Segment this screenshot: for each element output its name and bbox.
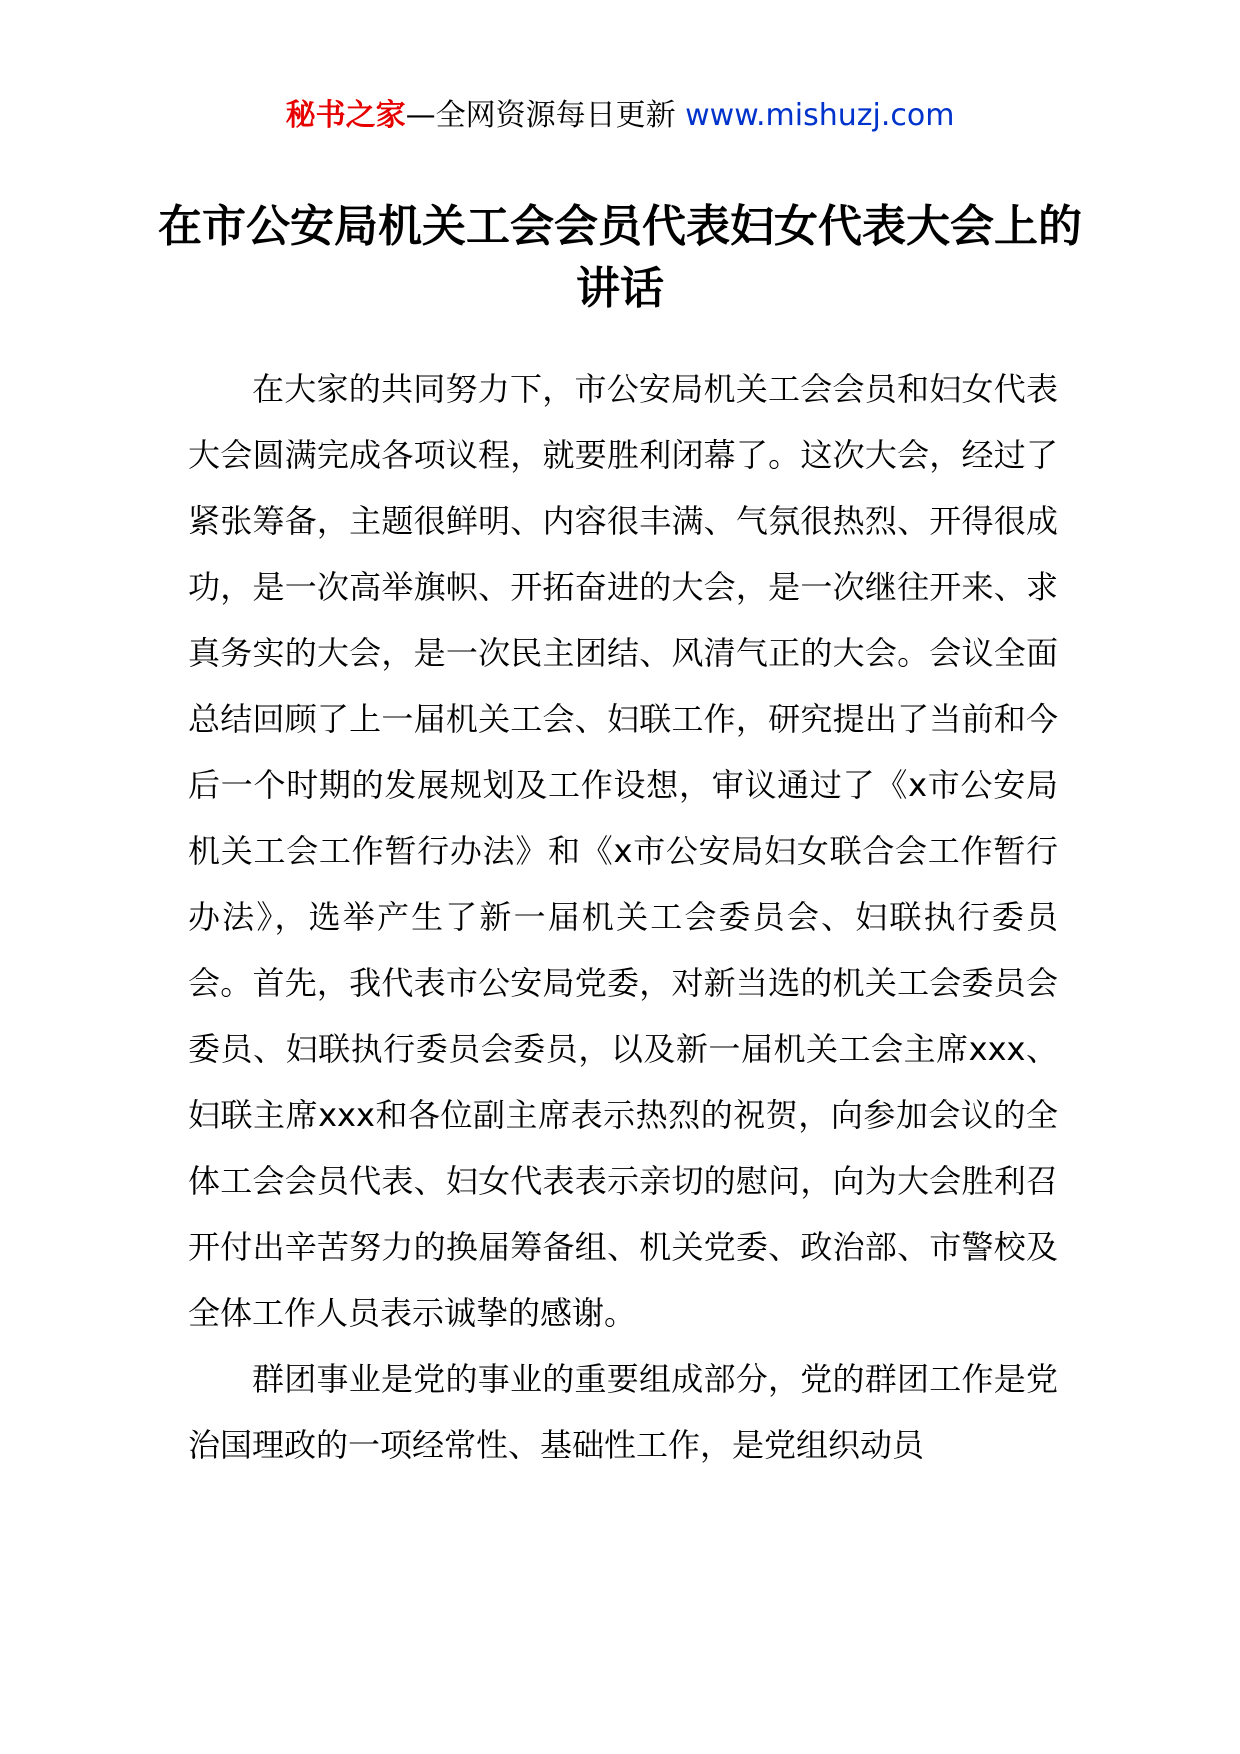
brand-name: 秘书之家 bbox=[285, 98, 406, 133]
header-slogan: —全网资源每日更新 bbox=[405, 98, 686, 133]
paragraph-1: 在大家的共同努力下，市公安局机关工会会员和妇女代表大会圆满完成各项议程，就要胜利闭幕了。这次大会，经过了紧张筹备，主题很鲜明、内容很丰满、气氛很热烈、开得很成功，是一次高举旗帜、开拓奋进的大会，是一次继往开来、求真务实的大会，是一次民主团结、风清气正的大会。会议全面总结回顾了上一届机关工会、妇联工作，研究提出了当前和今后一个时期的发展规划及工作设想，审议通过了《x市公安局机关工会工作暂行办法》和《x市公安局妇女联合会工作暂行办法》，选举产生了新一届机关工会委员会、妇联执行委员会。首先，我代表市公安局党委，对新当选的机关工会委员会委员、妇联执行委员会委员，以及新一届机关工会主席xxx、妇联主席xxx和各位副主席表示热烈的祝贺，向参加会议的全体工会会员代表、妇女代表表示亲切的慰问，向为大会胜利召开付出辛苦努力的换届筹备组、机关党委、政治部、市警校及全体工作人员表示诚挚的感谢。 bbox=[188, 370, 1058, 1332]
paragraph-2: 群团事业是党的事业的重要组成部分，党的群团工作是党治国理政的一项经常性、基础性工作，是党组织动员 bbox=[188, 1360, 1058, 1464]
document-body bbox=[188, 356, 1058, 1478]
site-url-link[interactable]: www.mishuzj.com bbox=[685, 98, 955, 133]
document-title: 在市公安局机关工会会员代表妇女代表大会上的讲话 bbox=[158, 201, 1082, 314]
site-header bbox=[0, 96, 1240, 136]
